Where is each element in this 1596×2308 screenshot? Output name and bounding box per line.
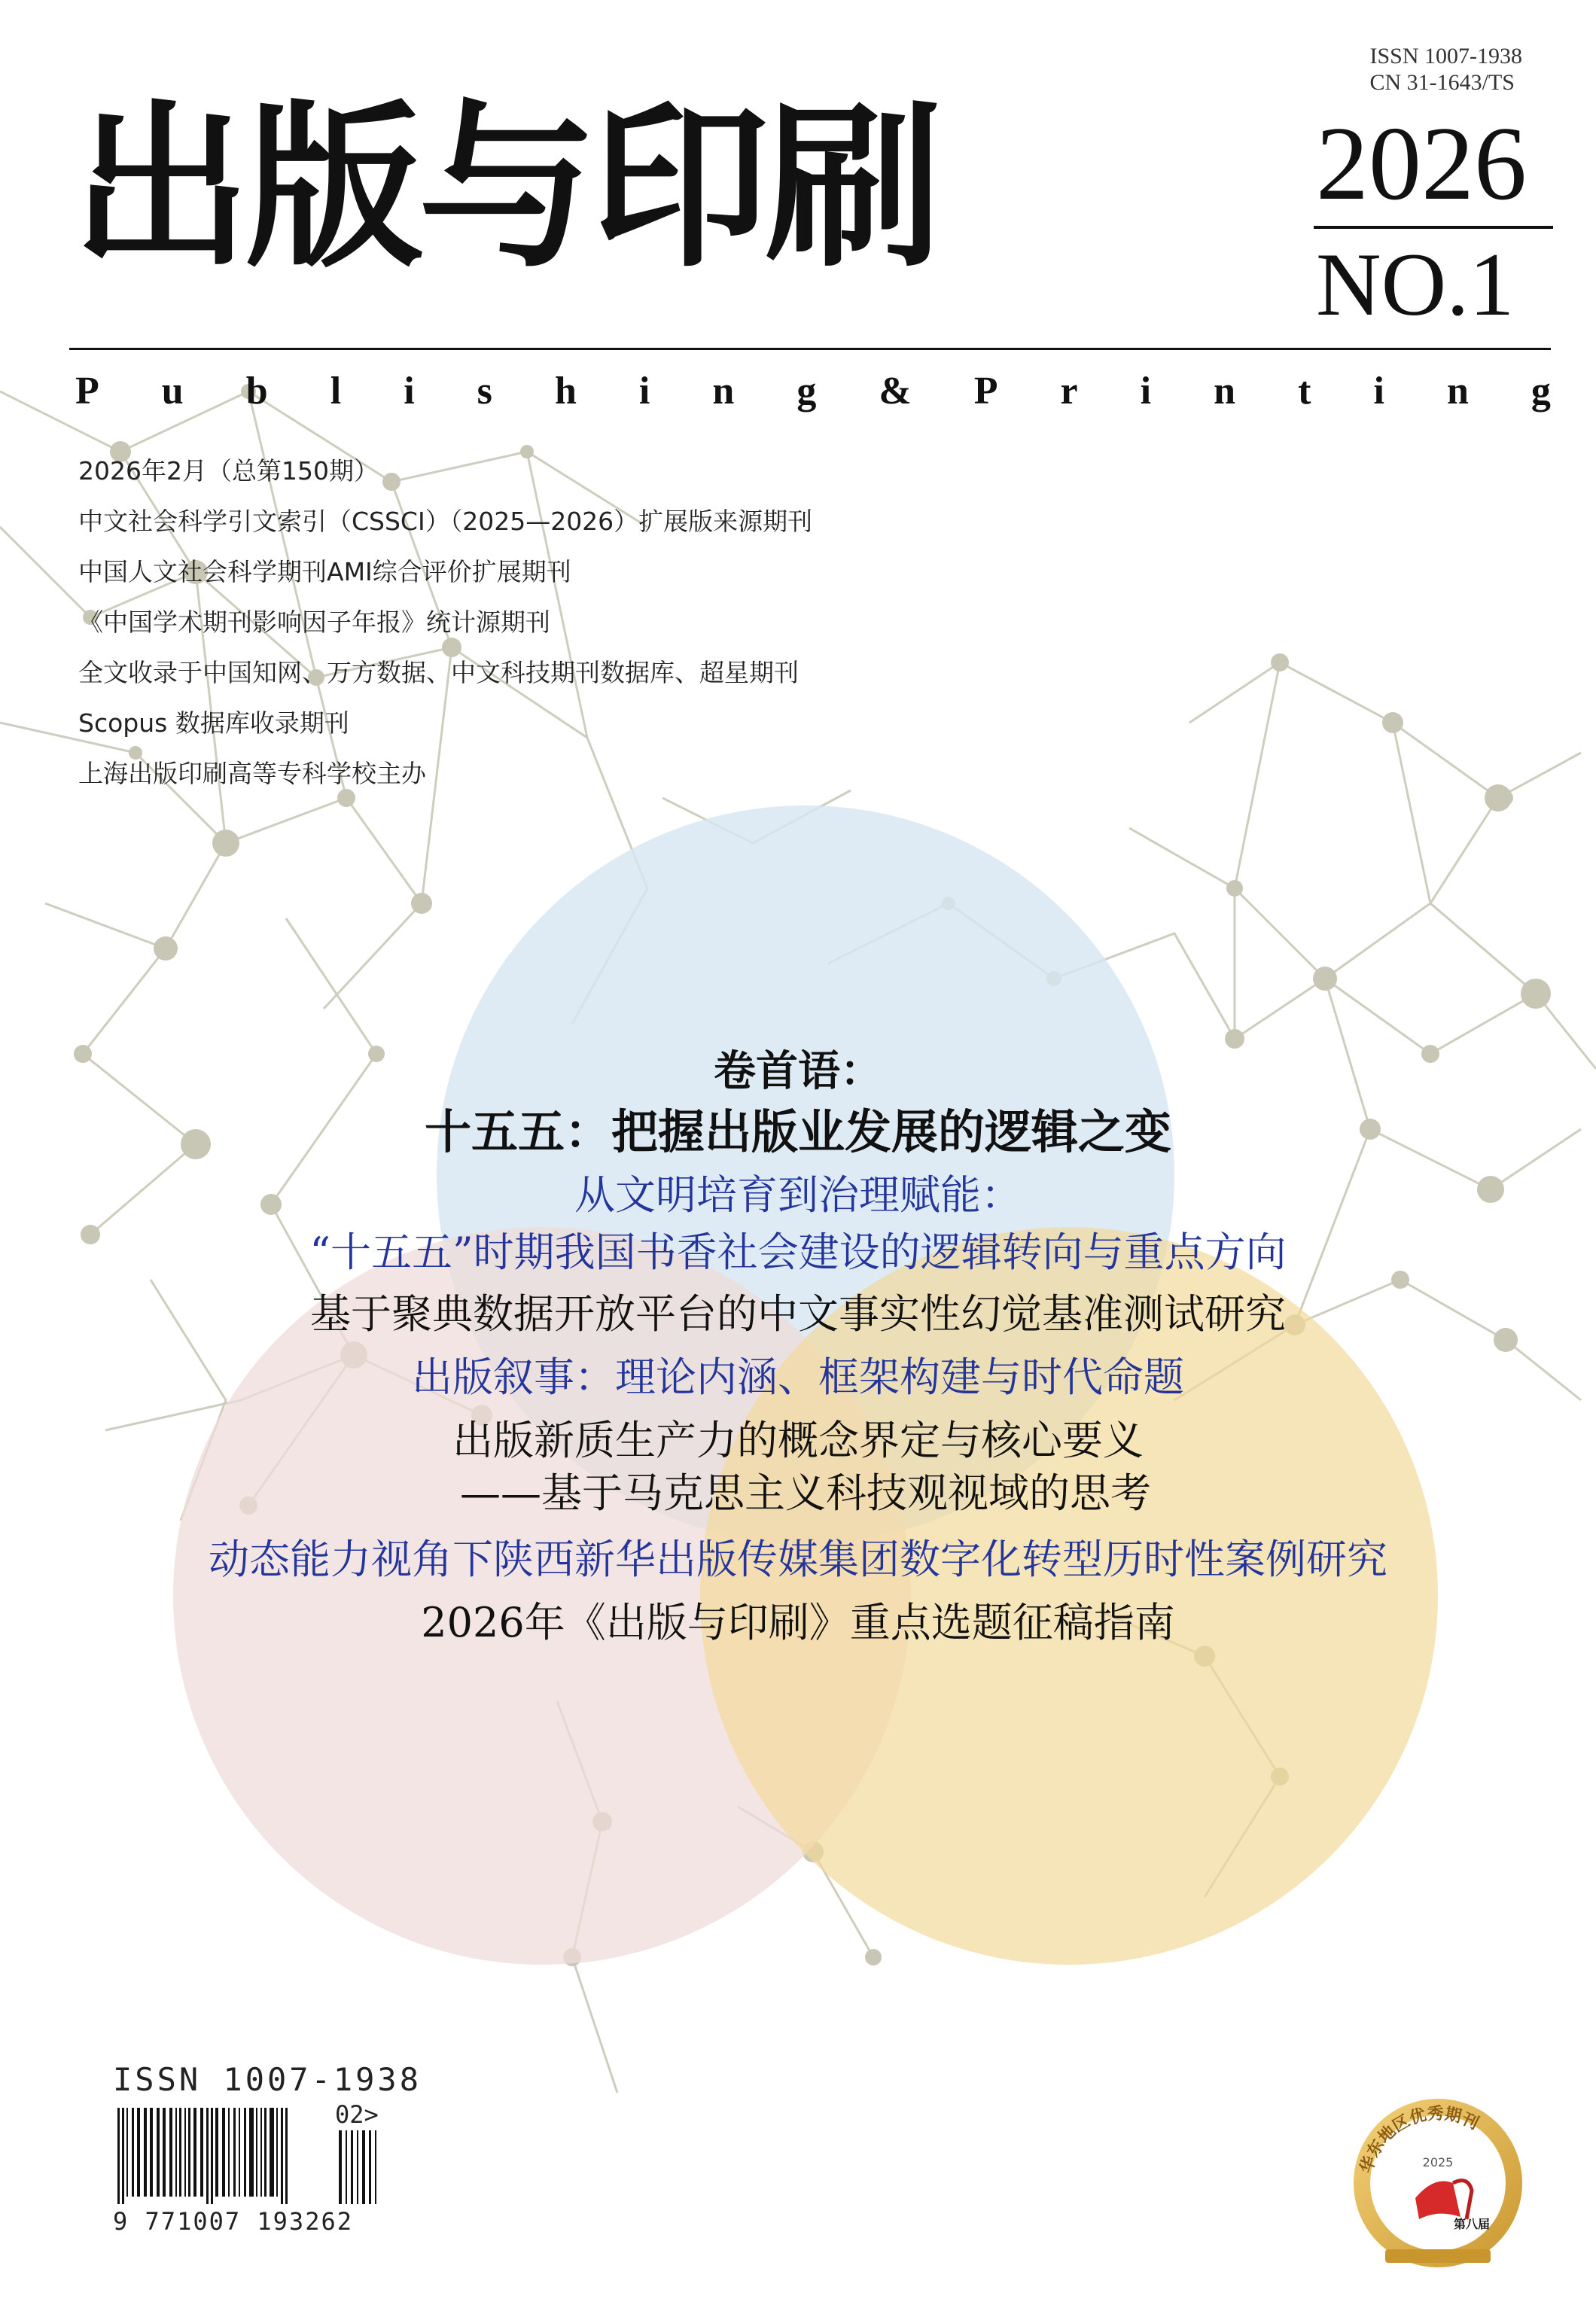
issn-cn-block xyxy=(1369,44,1522,96)
subtitle-letter: g xyxy=(796,370,817,413)
article-3: 出版叙事：理论内涵、框架构建与时代命题 xyxy=(412,1353,1184,1401)
subtitle-letter: i xyxy=(1373,370,1384,413)
barcode-bar xyxy=(117,2108,120,2204)
subtitle-letter: r xyxy=(1060,370,1078,413)
barcode-bar xyxy=(222,2108,225,2197)
subtitle-letter: g xyxy=(1531,370,1551,413)
barcode-bar xyxy=(163,2108,166,2197)
article-4-line2: ——基于马克思主义科技观视域的思考 xyxy=(460,1469,1151,1517)
info-line: Scopus 数据库收录期刊 xyxy=(78,708,349,738)
barcode-bar xyxy=(276,2108,278,2197)
info-line: 中文社会科学引文索引（CSSCI）（2025—2026）扩展版来源期刊 xyxy=(78,507,813,536)
barcode-bar xyxy=(260,2108,262,2197)
barcode-bar xyxy=(184,2108,186,2197)
subtitle-letter: l xyxy=(330,370,342,413)
editorial-title: 十五五：把握出版业发展的逻辑之变 xyxy=(424,1104,1171,1159)
barcode-bar xyxy=(150,2108,153,2197)
barcode-bar xyxy=(144,2108,147,2197)
barcode-digits: 9 771007 193262 xyxy=(113,2207,353,2236)
article-1-line1: 从文明培育到治理赋能： xyxy=(574,1171,1022,1219)
barcode-bar xyxy=(211,2108,213,2204)
barcode-bar xyxy=(256,2108,257,2197)
subtitle-letter: t xyxy=(1298,370,1311,413)
barcode-addon: 02> xyxy=(335,2100,379,2129)
year-divider xyxy=(1314,226,1553,229)
subtitle-letter: n xyxy=(1446,370,1469,413)
article-6: 2026年《出版与印刷》重点选题征稿指南 xyxy=(421,1599,1175,1646)
info-line: 全文收录于中国知网、万方数据、中文科技期刊数据库、超星期刊 xyxy=(78,658,799,687)
barcode-bar xyxy=(132,2108,134,2197)
issue-year: 2026 xyxy=(1316,105,1527,222)
barcode-bar xyxy=(206,2108,209,2204)
barcode-bar xyxy=(215,2108,218,2197)
article-4-line1: 出版新质生产力的概念界定与核心要义 xyxy=(452,1417,1144,1464)
barcode-bar xyxy=(169,2108,172,2197)
barcode-bar xyxy=(228,2108,230,2197)
barcode-bar xyxy=(179,2108,181,2197)
barcode-bar xyxy=(157,2108,160,2197)
barcode-bar xyxy=(239,2108,240,2197)
barcode-bar xyxy=(270,2108,274,2197)
subtitle-letter: b xyxy=(245,370,268,413)
journal-info xyxy=(78,446,812,799)
subtitle-letter: h xyxy=(554,370,577,413)
article-1-line2: “十五五”时期我国书香社会建设的逻辑转向与重点方向 xyxy=(309,1229,1287,1276)
info-line: 《中国学术期刊影响因子年报》统计源期刊 xyxy=(78,607,550,637)
barcode-bar xyxy=(175,2108,177,2197)
subtitle-en xyxy=(75,369,1551,413)
barcode-bar xyxy=(285,2108,288,2204)
barcode-addon-bar xyxy=(362,2130,365,2204)
badge-edition: 第八届 xyxy=(1453,2217,1491,2231)
info-line: 中国人文社会科学期刊AMI综合评价扩展期刊 xyxy=(78,557,571,586)
issue-number: NO.1 xyxy=(1316,234,1515,334)
info-line: 2026年2月（总第150期） xyxy=(78,456,379,486)
header-rule xyxy=(69,348,1551,350)
barcode-issn: ISSN 1007-1938 xyxy=(113,2061,422,2098)
award-badge-icon xyxy=(1340,2085,1536,2281)
barcode-addon-bar xyxy=(346,2130,347,2204)
barcode-bar xyxy=(126,2108,128,2197)
subtitle-letter: s xyxy=(477,370,492,413)
barcode-bar xyxy=(137,2108,140,2197)
subtitle-letter: i xyxy=(1140,370,1152,413)
barcode-bar xyxy=(281,2108,283,2204)
barcode-addon-bar xyxy=(351,2130,353,2204)
issn-top: ISSN 1007-1938 xyxy=(1369,44,1522,69)
barcode-addon-bar xyxy=(357,2130,358,2204)
article-5: 动态能力视角下陕西新华出版传媒集团数字化转型历时性案例研究 xyxy=(209,1536,1387,1583)
barcode-bar xyxy=(233,2108,236,2197)
subtitle-letter: P xyxy=(75,370,99,413)
subtitle-letter: & xyxy=(879,370,912,413)
cn-top: CN 31-1643/TS xyxy=(1369,69,1515,95)
barcode-addon-bar xyxy=(339,2130,342,2204)
barcode-bar xyxy=(264,2108,267,2197)
featured-articles xyxy=(0,1046,1596,1646)
barcode-bar xyxy=(188,2108,190,2197)
barcode-bar xyxy=(193,2108,196,2197)
subtitle-letter: n xyxy=(712,370,735,413)
barcode-bar xyxy=(249,2108,254,2197)
magazine-title: 出版与印刷 xyxy=(72,82,939,291)
article-2: 基于聚典数据开放平台的中文事实性幻觉基准测试研究 xyxy=(310,1290,1286,1338)
badge-year: 2025 xyxy=(1422,2155,1454,2169)
barcode-addon-bar xyxy=(369,2130,371,2204)
barcode-bar xyxy=(200,2108,203,2197)
subtitle-letter: u xyxy=(161,370,184,413)
subtitle-letter: P xyxy=(973,370,998,413)
subtitle-letter: i xyxy=(638,370,650,413)
barcode-addon-bar xyxy=(375,2130,376,2204)
barcode-bar xyxy=(122,2108,124,2204)
editorial-label: 卷首语： xyxy=(714,1046,882,1096)
subtitle-letter: i xyxy=(404,370,415,413)
subtitle-letter: n xyxy=(1214,370,1236,413)
barcode-bar xyxy=(244,2108,246,2197)
info-line: 上海出版印刷高等专科学校主办 xyxy=(78,759,426,788)
badge-arc-text: 华东地区优秀期刊 xyxy=(1357,2104,1482,2176)
